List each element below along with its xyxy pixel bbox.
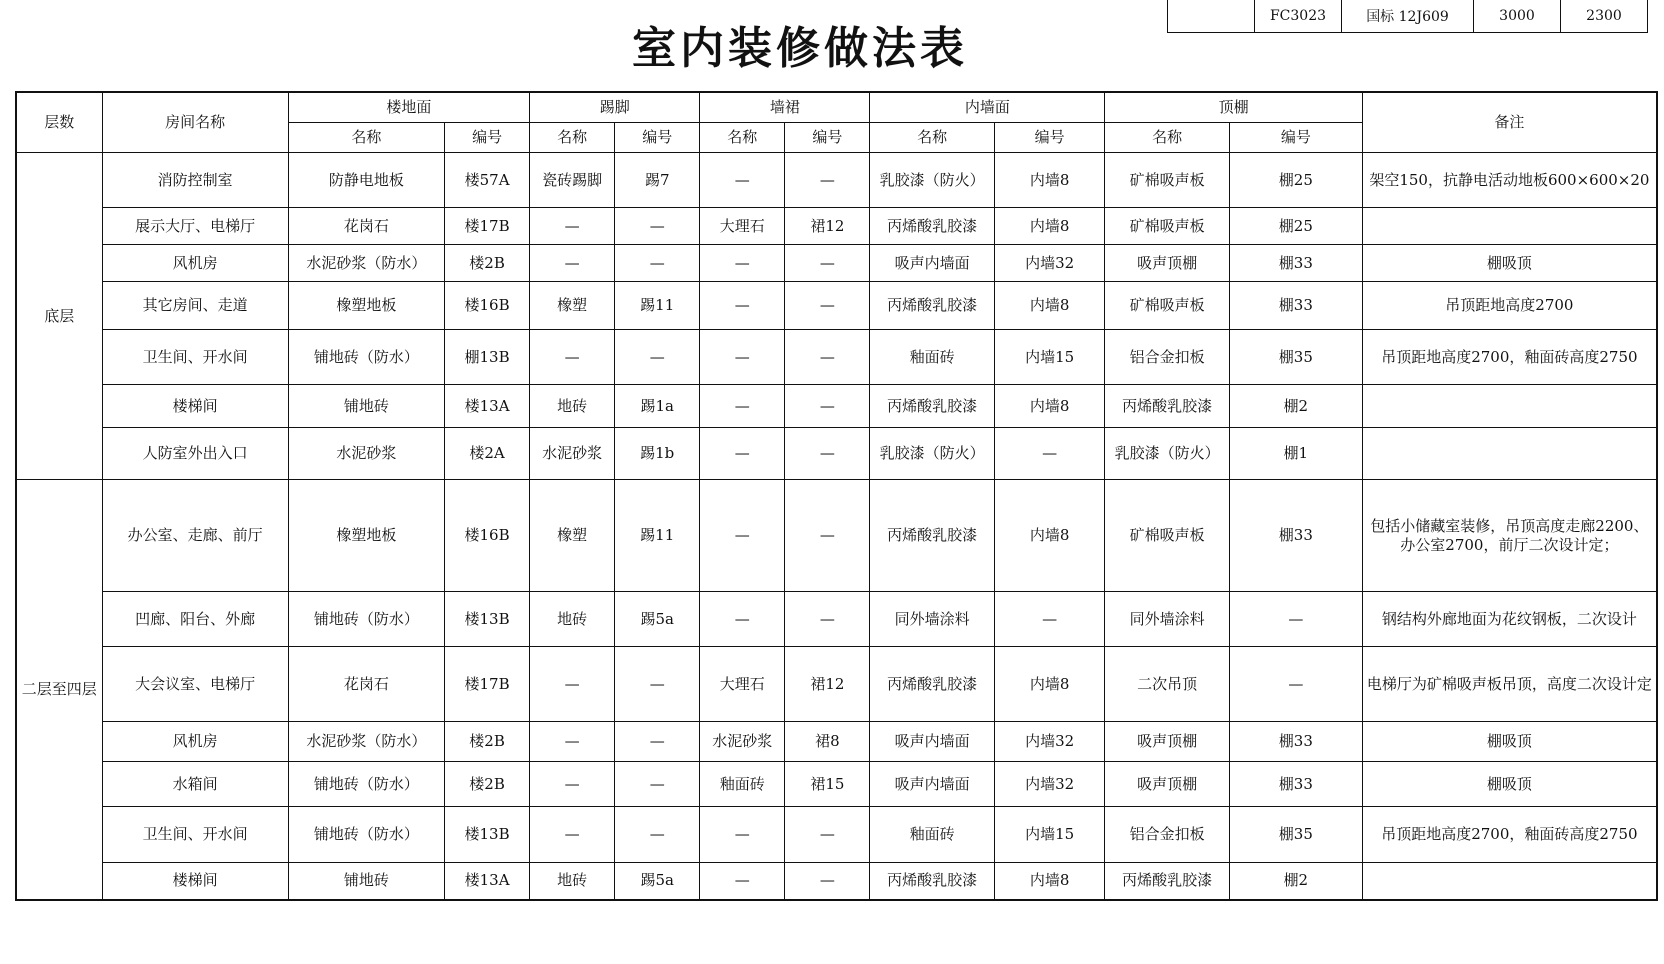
dado-name-cell: — — [700, 592, 785, 647]
skirting-code-cell: — — [615, 647, 700, 722]
floor-finish-code-cell: 楼2B — [445, 722, 530, 762]
table-row — [16, 282, 1657, 330]
floor-finish-name-cell: 铺地砖（防水） — [288, 330, 444, 385]
ceiling-name-cell: 矿棉吸声板 — [1105, 208, 1229, 245]
skirting-code-cell: — — [615, 807, 700, 863]
room-name-cell: 消防控制室 — [102, 153, 288, 208]
header-sub-code: 编号 — [994, 123, 1105, 153]
ref-cell-width: 3000 — [1474, 0, 1561, 33]
ceiling-code-cell: 棚33 — [1229, 245, 1362, 282]
skirting-code-cell: 踢1a — [615, 385, 700, 428]
table-row — [16, 722, 1657, 762]
header-skirting: 踢脚 — [530, 92, 700, 123]
floor-finish-name-cell: 花岗石 — [288, 208, 444, 245]
room-name-cell: 展示大厅、电梯厅 — [102, 208, 288, 245]
floor-finish-name-cell: 水泥砂浆（防水） — [288, 245, 444, 282]
header-notes: 备注 — [1362, 92, 1657, 153]
floor-finish-name-cell: 铺地砖（防水） — [288, 762, 444, 807]
floor-finish-code-cell: 楼17B — [445, 647, 530, 722]
dado-code-cell: 裙12 — [785, 647, 870, 722]
notes-cell: 钢结构外廊地面为花纹钢板，二次设计 — [1362, 592, 1657, 647]
notes-cell — [1362, 863, 1657, 900]
table-row — [16, 208, 1657, 245]
floor-label: 二层至四层 — [16, 480, 102, 900]
notes-cell — [1362, 428, 1657, 480]
skirting-name-cell: 地砖 — [530, 863, 615, 900]
wall-code-cell: — — [994, 428, 1105, 480]
wall-code-cell: 内墙8 — [994, 282, 1105, 330]
skirting-name-cell: 瓷砖踢脚 — [530, 153, 615, 208]
dado-code-cell: — — [785, 153, 870, 208]
ref-cell-standard: 国标 12J609 — [1342, 0, 1474, 33]
ceiling-code-cell: 棚33 — [1229, 722, 1362, 762]
floor-finish-name-cell: 铺地砖（防水） — [288, 592, 444, 647]
skirting-name-cell: 水泥砂浆 — [530, 428, 615, 480]
table-row — [16, 153, 1657, 208]
table-row — [16, 245, 1657, 282]
room-name-cell: 卫生间、开水间 — [102, 330, 288, 385]
skirting-code-cell: 踢11 — [615, 480, 700, 592]
dado-code-cell: 裙12 — [785, 208, 870, 245]
wall-name-cell: 吸声内墙面 — [870, 722, 994, 762]
wall-code-cell: 内墙8 — [994, 863, 1105, 900]
notes-cell: 包括小储藏室装修，吊顶高度走廊2200、办公室2700，前厅二次设计定； — [1362, 480, 1657, 592]
wall-name-cell: 丙烯酸乳胶漆 — [870, 480, 994, 592]
skirting-name-cell: — — [530, 762, 615, 807]
notes-cell: 棚吸顶 — [1362, 722, 1657, 762]
dado-name-cell: — — [700, 807, 785, 863]
floor-finish-code-cell: 楼57A — [445, 153, 530, 208]
table-row — [16, 863, 1657, 900]
header-floor: 层数 — [16, 92, 102, 153]
header-row-groups — [16, 92, 1657, 123]
header-dado: 墙裙 — [700, 92, 870, 123]
floor-finish-name-cell: 铺地砖 — [288, 385, 444, 428]
wall-name-cell: 乳胶漆（防火） — [870, 428, 994, 480]
wall-code-cell: 内墙32 — [994, 722, 1105, 762]
dado-name-cell: — — [700, 385, 785, 428]
header-sub-code: 编号 — [615, 123, 700, 153]
reference-title-block — [1167, 0, 1648, 33]
floor-finish-name-cell: 橡塑地板 — [288, 480, 444, 592]
room-name-cell: 水箱间 — [102, 762, 288, 807]
room-name-cell: 其它房间、走道 — [102, 282, 288, 330]
ref-cell-height: 2300 — [1561, 0, 1648, 33]
notes-cell: 棚吸顶 — [1362, 762, 1657, 807]
ceiling-name-cell: 乳胶漆（防火） — [1105, 428, 1229, 480]
header-ceiling: 顶棚 — [1105, 92, 1362, 123]
dado-name-cell: 大理石 — [700, 208, 785, 245]
dado-name-cell: — — [700, 863, 785, 900]
floor-finish-code-cell: 楼16B — [445, 480, 530, 592]
wall-name-cell: 釉面砖 — [870, 330, 994, 385]
dado-name-cell: — — [700, 330, 785, 385]
table-row — [16, 592, 1657, 647]
ceiling-code-cell: 棚25 — [1229, 153, 1362, 208]
skirting-name-cell: — — [530, 807, 615, 863]
wall-name-cell: 同外墙涂料 — [870, 592, 994, 647]
notes-cell: 吊顶距地高度2700，釉面砖高度2750 — [1362, 330, 1657, 385]
dado-code-cell: — — [785, 863, 870, 900]
dado-name-cell: — — [700, 480, 785, 592]
ceiling-name-cell: 铝合金扣板 — [1105, 330, 1229, 385]
dado-name-cell: 釉面砖 — [700, 762, 785, 807]
table-row — [16, 428, 1657, 480]
skirting-name-cell: — — [530, 647, 615, 722]
notes-cell: 吊顶距地高度2700，釉面砖高度2750 — [1362, 807, 1657, 863]
floor-finish-code-cell: 楼13B — [445, 592, 530, 647]
table-row — [16, 762, 1657, 807]
floor-label: 底层 — [16, 153, 102, 480]
table-row — [16, 330, 1657, 385]
ceiling-code-cell: 棚35 — [1229, 330, 1362, 385]
wall-code-cell: 内墙32 — [994, 245, 1105, 282]
floor-finish-code-cell: 楼13B — [445, 807, 530, 863]
skirting-name-cell: — — [530, 208, 615, 245]
skirting-name-cell: 地砖 — [530, 385, 615, 428]
room-name-cell: 楼梯间 — [102, 863, 288, 900]
ceiling-code-cell: 棚33 — [1229, 282, 1362, 330]
skirting-name-cell: 橡塑 — [530, 480, 615, 592]
room-name-cell: 大会议室、电梯厅 — [102, 647, 288, 722]
table-row — [16, 647, 1657, 722]
ceiling-code-cell: 棚35 — [1229, 807, 1362, 863]
ceiling-code-cell: — — [1229, 647, 1362, 722]
wall-code-cell: — — [994, 592, 1105, 647]
dado-code-cell: — — [785, 428, 870, 480]
skirting-name-cell: 地砖 — [530, 592, 615, 647]
floor-finish-code-cell: 楼16B — [445, 282, 530, 330]
skirting-code-cell: 踢5a — [615, 863, 700, 900]
wall-name-cell: 丙烯酸乳胶漆 — [870, 863, 994, 900]
skirting-code-cell: — — [615, 330, 700, 385]
header-sub-name: 名称 — [700, 123, 785, 153]
skirting-code-cell: — — [615, 208, 700, 245]
ceiling-code-cell: 棚2 — [1229, 385, 1362, 428]
wall-name-cell: 丙烯酸乳胶漆 — [870, 385, 994, 428]
dado-code-cell: — — [785, 385, 870, 428]
dado-code-cell: — — [785, 592, 870, 647]
floor-finish-name-cell: 水泥砂浆 — [288, 428, 444, 480]
wall-code-cell: 内墙8 — [994, 385, 1105, 428]
skirting-code-cell: 踢11 — [615, 282, 700, 330]
ceiling-name-cell: 吸声顶棚 — [1105, 722, 1229, 762]
floor-finish-name-cell: 铺地砖 — [288, 863, 444, 900]
room-name-cell: 卫生间、开水间 — [102, 807, 288, 863]
floor-finish-code-cell: 楼17B — [445, 208, 530, 245]
wall-code-cell: 内墙15 — [994, 330, 1105, 385]
notes-cell — [1362, 208, 1657, 245]
ceiling-name-cell: 二次吊顶 — [1105, 647, 1229, 722]
notes-cell: 架空150，抗静电活动地板600×600×20 — [1362, 153, 1657, 208]
header-sub-name: 名称 — [870, 123, 994, 153]
header-sub-name: 名称 — [288, 123, 444, 153]
notes-cell — [1362, 385, 1657, 428]
ceiling-code-cell: 棚25 — [1229, 208, 1362, 245]
ceiling-name-cell: 丙烯酸乳胶漆 — [1105, 385, 1229, 428]
wall-name-cell: 吸声内墙面 — [870, 245, 994, 282]
wall-name-cell: 丙烯酸乳胶漆 — [870, 282, 994, 330]
ceiling-name-cell: 吸声顶棚 — [1105, 762, 1229, 807]
header-sub-code: 编号 — [1229, 123, 1362, 153]
floor-finish-code-cell: 楼13A — [445, 385, 530, 428]
header-sub-code: 编号 — [785, 123, 870, 153]
skirting-name-cell: — — [530, 330, 615, 385]
skirting-code-cell: 踢5a — [615, 592, 700, 647]
header-room: 房间名称 — [102, 92, 288, 153]
ceiling-name-cell: 矿棉吸声板 — [1105, 153, 1229, 208]
dado-code-cell: — — [785, 330, 870, 385]
ref-cell-blank — [1168, 0, 1255, 33]
ceiling-code-cell: 棚33 — [1229, 480, 1362, 592]
header-sub-name: 名称 — [530, 123, 615, 153]
table-row — [16, 480, 1657, 592]
room-name-cell: 风机房 — [102, 245, 288, 282]
ceiling-code-cell: — — [1229, 592, 1362, 647]
floor-finish-code-cell: 楼13A — [445, 863, 530, 900]
dado-name-cell: — — [700, 245, 785, 282]
wall-code-cell: 内墙8 — [994, 480, 1105, 592]
header-sub-name: 名称 — [1105, 123, 1229, 153]
header-interior-wall: 内墙面 — [870, 92, 1105, 123]
room-name-cell: 凹廊、阳台、外廊 — [102, 592, 288, 647]
ref-cell-code: FC3023 — [1255, 0, 1342, 33]
table-row — [16, 385, 1657, 428]
dado-name-cell: — — [700, 428, 785, 480]
dado-name-cell: — — [700, 153, 785, 208]
ceiling-code-cell: 棚33 — [1229, 762, 1362, 807]
notes-cell: 棚吸顶 — [1362, 245, 1657, 282]
floor-finish-code-cell: 棚13B — [445, 330, 530, 385]
header-sub-code: 编号 — [445, 123, 530, 153]
dado-code-cell: — — [785, 282, 870, 330]
wall-code-cell: 内墙8 — [994, 647, 1105, 722]
header-floor-finish: 楼地面 — [288, 92, 529, 123]
dado-name-cell: 水泥砂浆 — [700, 722, 785, 762]
ceiling-name-cell: 丙烯酸乳胶漆 — [1105, 863, 1229, 900]
skirting-name-cell: — — [530, 722, 615, 762]
ceiling-name-cell: 矿棉吸声板 — [1105, 282, 1229, 330]
dado-code-cell: — — [785, 807, 870, 863]
wall-code-cell: 内墙32 — [994, 762, 1105, 807]
dado-code-cell: 裙8 — [785, 722, 870, 762]
room-name-cell: 人防室外出入口 — [102, 428, 288, 480]
skirting-name-cell: 橡塑 — [530, 282, 615, 330]
floor-finish-name-cell: 花岗石 — [288, 647, 444, 722]
room-name-cell: 风机房 — [102, 722, 288, 762]
notes-cell: 吊顶距地高度2700 — [1362, 282, 1657, 330]
wall-name-cell: 吸声内墙面 — [870, 762, 994, 807]
wall-code-cell: 内墙8 — [994, 208, 1105, 245]
floor-finish-name-cell: 橡塑地板 — [288, 282, 444, 330]
notes-cell: 电梯厅为矿棉吸声板吊顶，高度二次设计定 — [1362, 647, 1657, 722]
ceiling-name-cell: 铝合金扣板 — [1105, 807, 1229, 863]
skirting-name-cell: — — [530, 245, 615, 282]
wall-name-cell: 乳胶漆（防火） — [870, 153, 994, 208]
wall-name-cell: 釉面砖 — [870, 807, 994, 863]
floor-finish-code-cell: 楼2A — [445, 428, 530, 480]
floor-finish-code-cell: 楼2B — [445, 762, 530, 807]
page-title: 室内装修做法表 — [632, 23, 968, 74]
ceiling-code-cell: 棚2 — [1229, 863, 1362, 900]
floor-finish-name-cell: 水泥砂浆（防水） — [288, 722, 444, 762]
room-name-cell: 楼梯间 — [102, 385, 288, 428]
wall-code-cell: 内墙15 — [994, 807, 1105, 863]
room-name-cell: 办公室、走廊、前厅 — [102, 480, 288, 592]
ceiling-name-cell: 矿棉吸声板 — [1105, 480, 1229, 592]
wall-name-cell: 丙烯酸乳胶漆 — [870, 208, 994, 245]
floor-finish-name-cell: 铺地砖（防水） — [288, 807, 444, 863]
skirting-code-cell: — — [615, 722, 700, 762]
dado-code-cell: — — [785, 245, 870, 282]
ceiling-name-cell: 同外墙涂料 — [1105, 592, 1229, 647]
floor-finish-name-cell: 防静电地板 — [288, 153, 444, 208]
dado-code-cell: — — [785, 480, 870, 592]
wall-name-cell: 丙烯酸乳胶漆 — [870, 647, 994, 722]
skirting-code-cell: 踢1b — [615, 428, 700, 480]
floor-finish-code-cell: 楼2B — [445, 245, 530, 282]
finish-schedule-table — [15, 91, 1658, 901]
skirting-code-cell: — — [615, 245, 700, 282]
dado-name-cell: — — [700, 282, 785, 330]
skirting-code-cell: — — [615, 762, 700, 807]
dado-name-cell: 大理石 — [700, 647, 785, 722]
ceiling-code-cell: 棚1 — [1229, 428, 1362, 480]
table-row — [16, 807, 1657, 863]
skirting-code-cell: 踢7 — [615, 153, 700, 208]
dado-code-cell: 裙15 — [785, 762, 870, 807]
ceiling-name-cell: 吸声顶棚 — [1105, 245, 1229, 282]
wall-code-cell: 内墙8 — [994, 153, 1105, 208]
